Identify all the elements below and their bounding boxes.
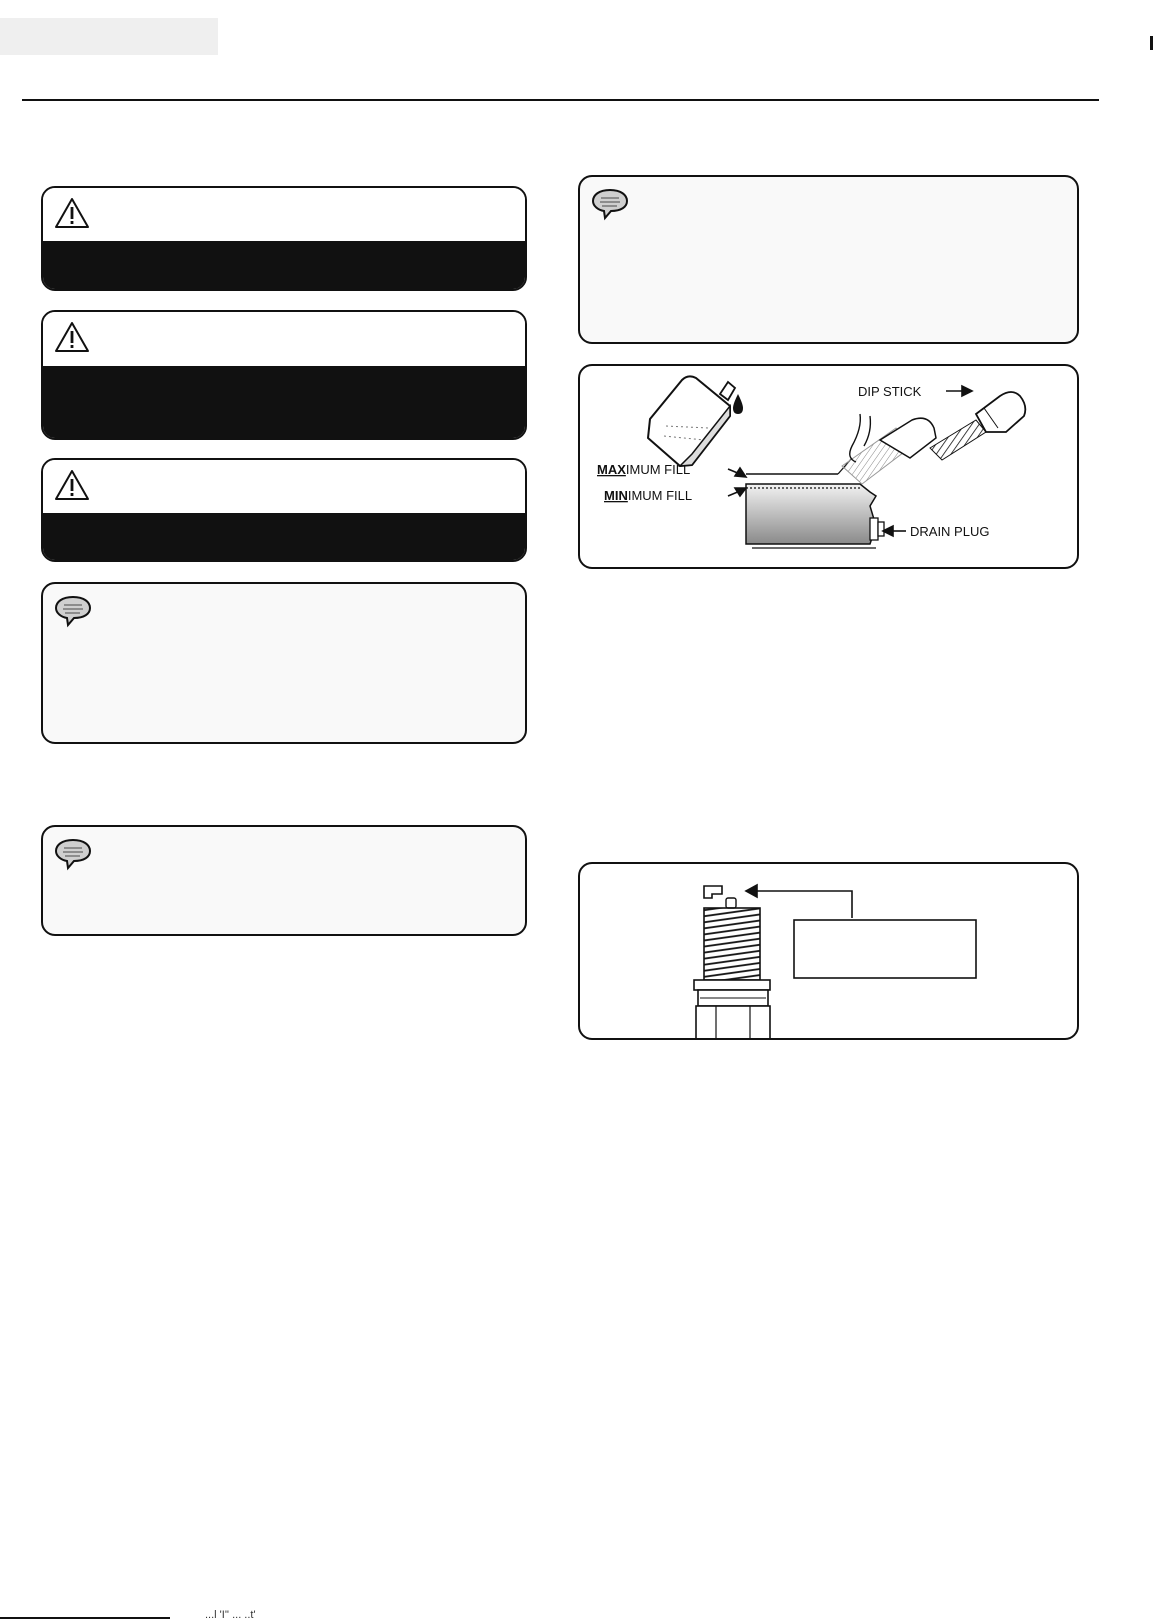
spark-plug-icon — [694, 886, 770, 1040]
header-rule — [22, 99, 1099, 101]
warning-box-2 — [41, 310, 527, 440]
warning-box-3 — [41, 458, 527, 562]
maximum-fill-label: MAXIMUM FILL — [597, 462, 691, 477]
oil-fill-diagram — [580, 366, 1079, 569]
note-speech-bubble-icon — [53, 837, 93, 871]
drain-plug-label: DRAIN PLUG — [910, 524, 990, 539]
note-box-2 — [41, 825, 527, 936]
warning-bar — [43, 241, 525, 289]
gap-callout-leader — [746, 885, 852, 918]
warning-triangle-icon — [53, 196, 91, 230]
note-box-3 — [578, 175, 1079, 344]
warning-triangle-icon — [53, 320, 91, 354]
warning-bar — [43, 366, 525, 438]
warning-bar — [43, 513, 525, 560]
dip-stick-label: DIP STICK — [858, 384, 922, 399]
minimum-fill-label: MINIMUM FILL — [604, 488, 693, 503]
header-tab — [0, 18, 218, 55]
oil-bottle-icon — [648, 376, 743, 466]
warning-box-1 — [41, 186, 527, 291]
note-speech-bubble-icon — [53, 594, 93, 628]
spark-plug-diagram — [580, 864, 1079, 1040]
spark-plug-figure — [578, 862, 1079, 1040]
warning-triangle-icon — [53, 468, 91, 502]
note-box-1 — [41, 582, 527, 744]
footer-text: ...l 'Ι'' ... ..t' — [205, 1609, 256, 1621]
gap-callout-box — [794, 920, 976, 978]
dip-stick-icon — [842, 392, 1025, 484]
oil-fill-figure — [578, 364, 1079, 569]
footer-rule — [0, 1617, 170, 1619]
note-speech-bubble-icon — [590, 187, 630, 221]
